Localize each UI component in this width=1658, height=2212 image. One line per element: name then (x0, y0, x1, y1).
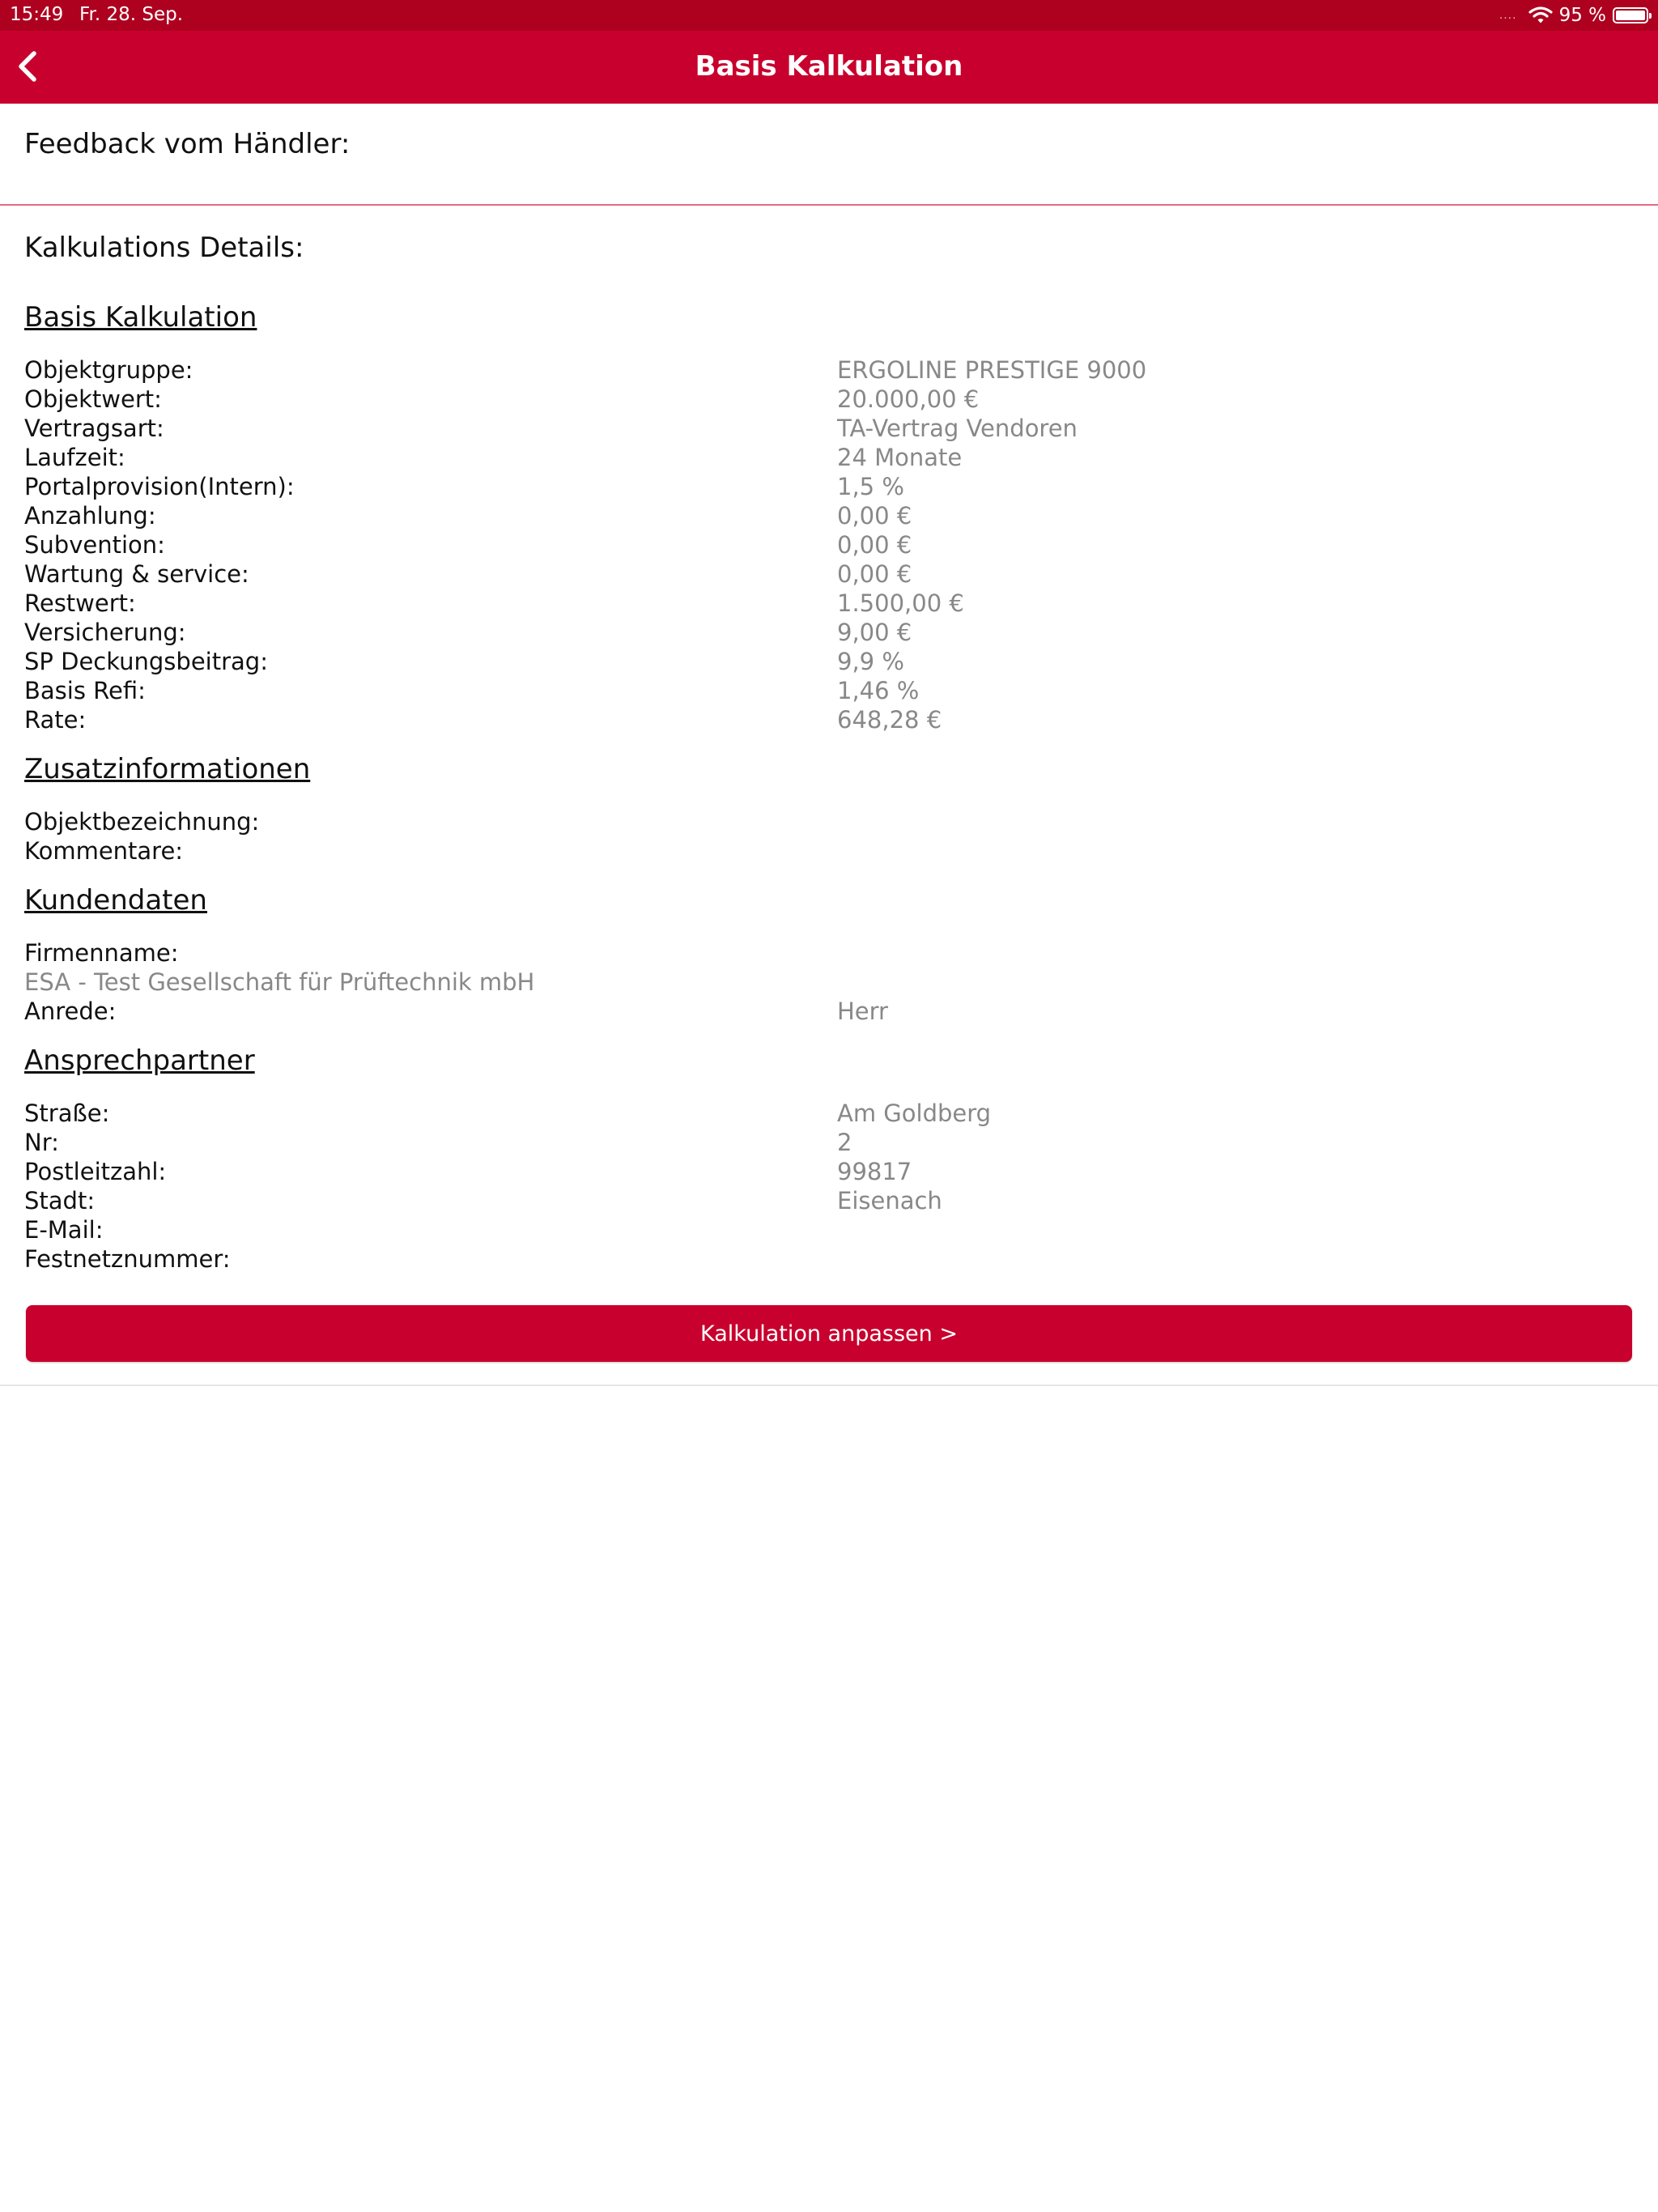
row-value: 1,5 % (837, 473, 904, 500)
row-value: Herr (837, 998, 888, 1025)
wifi-icon (1528, 6, 1553, 24)
row-value: 99817 (837, 1158, 912, 1185)
detail-row (24, 589, 1635, 619)
row-value: Am Goldberg (837, 1100, 992, 1127)
row-label: Nr: (24, 1129, 59, 1156)
row-label: Wartung & service: (24, 560, 249, 588)
detail-row (24, 560, 1635, 589)
status-date: Fr. 28. Sep. (79, 4, 184, 25)
row-label: Versicherung: (24, 619, 186, 646)
detail-row (24, 1129, 1635, 1158)
row-label: Objektwert: (24, 385, 162, 413)
row-label: Subvention: (24, 531, 165, 559)
row-label: Stadt: (24, 1187, 96, 1214)
detail-row (24, 1216, 1635, 1245)
feedback-label: Feedback vom Händler: (24, 128, 351, 160)
detail-row (24, 444, 1635, 473)
detail-row (24, 939, 1635, 968)
row-label: Rate: (24, 706, 87, 734)
detail-row (24, 998, 1635, 1027)
row-label: Restwert: (24, 589, 136, 617)
row-label: Festnetznummer: (24, 1245, 231, 1273)
section-title-zusatz: Zusatzinformationen (24, 753, 311, 785)
detail-row (24, 473, 1635, 502)
adjust-calculation-button[interactable]: Kalkulation anpassen > (26, 1305, 1632, 1362)
row-value: 648,28 € (837, 706, 942, 734)
row-label: Objektbezeichnung: (24, 808, 260, 836)
status-bar (0, 0, 1658, 31)
detail-row (24, 808, 1635, 837)
row-value: ERGOLINE PRESTIGE 9000 (837, 356, 1147, 384)
bottom-divider (0, 1385, 1658, 1386)
row-label: Kommentare: (24, 837, 184, 865)
row-value: TA-Vertrag Vendoren (837, 415, 1078, 442)
section-divider (0, 204, 1658, 206)
row-value: 0,00 € (837, 531, 912, 559)
row-label: Laufzeit: (24, 444, 125, 471)
row-label: Firmenname: (24, 939, 179, 967)
detail-row (24, 1100, 1635, 1129)
row-label: SP Deckungsbeitrag: (24, 648, 268, 675)
section-title-basis: Basis Kalkulation (24, 301, 257, 334)
battery-icon (1613, 7, 1648, 23)
row-value: 9,9 % (837, 648, 904, 675)
row-value: 24 Monate (837, 444, 963, 471)
detail-row (24, 1187, 1635, 1216)
row-label: Anrede: (24, 998, 117, 1025)
row-value: 1,46 % (837, 677, 920, 704)
status-time: 15:49 (10, 4, 64, 25)
section-title-ansprechpartner: Ansprechpartner (24, 1044, 255, 1077)
row-label: Basis Refi: (24, 677, 146, 704)
detail-row (24, 356, 1635, 385)
detail-row (24, 531, 1635, 560)
detail-row (24, 1245, 1635, 1274)
page-title: Basis Kalkulation (695, 50, 963, 83)
row-value: 9,00 € (837, 619, 912, 646)
detail-row (24, 385, 1635, 415)
signal-dots-icon: .... (1499, 9, 1517, 22)
detail-row (24, 619, 1635, 648)
row-value: 20.000,00 € (837, 385, 980, 413)
company-name-value: ESA - Test Gesellschaft für Prüftechnik mbH (24, 968, 535, 996)
detail-row (24, 502, 1635, 531)
navigation-bar (0, 31, 1658, 104)
details-heading: Kalkulations Details: (24, 232, 304, 264)
section-title-kunden: Kundendaten (24, 884, 207, 917)
status-right (1499, 3, 1648, 28)
detail-row (24, 415, 1635, 444)
detail-row (24, 648, 1635, 677)
detail-row (24, 1158, 1635, 1187)
row-label: Portalprovision(Intern): (24, 473, 295, 500)
detail-row (24, 968, 1635, 998)
battery-fill (1616, 11, 1645, 20)
row-label: Anzahlung: (24, 502, 156, 530)
row-value: 0,00 € (837, 502, 912, 530)
row-value: 1.500,00 € (837, 589, 964, 617)
row-label: Postleitzahl: (24, 1158, 167, 1185)
row-value: Eisenach (837, 1187, 942, 1214)
row-value: 2 (837, 1129, 852, 1156)
battery-percent: 95 % (1558, 5, 1606, 26)
row-label: Straße: (24, 1100, 110, 1127)
detail-row (24, 837, 1635, 866)
row-label: Vertragsart: (24, 415, 164, 442)
detail-row (24, 677, 1635, 706)
row-value: 0,00 € (837, 560, 912, 588)
detail-row (24, 706, 1635, 735)
row-label: Objektgruppe: (24, 356, 193, 384)
row-label: E-Mail: (24, 1216, 104, 1244)
